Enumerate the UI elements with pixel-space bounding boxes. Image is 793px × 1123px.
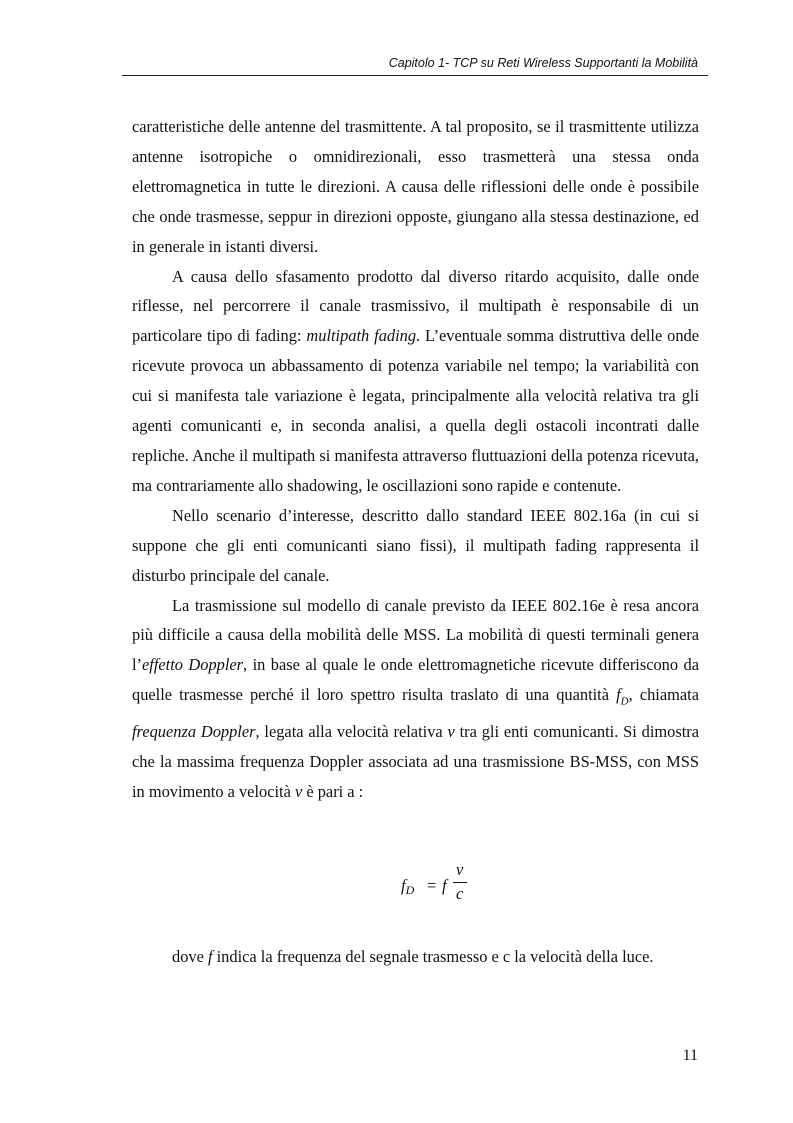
symbol-fd-subscript: D: [620, 695, 629, 708]
symbol-f: f: [207, 947, 213, 966]
running-header: Capitolo 1- TCP su Reti Wireless Supportanti la Mobilità: [388, 56, 698, 70]
paragraph-2: [132, 262, 699, 501]
formula-numerator: v: [456, 860, 464, 879]
explanation-text-b: indica la frequenza del segnale trasmesso e c la velocità della luce.: [212, 947, 654, 966]
paragraph-4-text-f: è pari a :: [302, 782, 364, 802]
symbol-fd: [616, 685, 629, 708]
page-number: 11: [682, 1047, 698, 1064]
formula-lhs: [401, 876, 414, 898]
paragraph-1: caratteristiche delle antenne del trasmittente. A tal proposito, se il trasmittente utilizza antenne isotropiche o omnidirezionali, esso trasmetterà una stessa onda elettromagnetica in tutte le direzioni. A causa delle riflessioni delle onde è possibile che onde trasmesse, seppur in direzioni opposte, giungano alla stessa destinazione, ed in generale in istanti diversi.: [132, 117, 699, 256]
formula-equals: =: [427, 876, 437, 895]
body-text: [132, 112, 699, 807]
paragraph-3: Nello scenario d’interesse, descritto dallo standard IEEE 802.16a (in cui si suppone che gli enti comunicanti siano fissi), il multipath fading rappresenta il disturbo principale del canale.: [132, 505, 699, 585]
header-divider: [122, 75, 708, 76]
symbol-v: v: [447, 722, 455, 742]
symbol-fd-base: f: [616, 685, 621, 705]
formula-factor: f: [442, 876, 447, 895]
paragraph-2-text-b: . L’eventuale somma distruttiva delle onde ricevute provoca un abbassamento di potenza variabile nel tempo; la variabilità con cui si manifesta tale variazione è legata, principalmente alla velocità relativa tra gli agenti comunicanti e, in seconda analisi, a quella degli ostacoli incontrati dalle repliche. Anche il multipath si manifesta attraverso fluttuazioni della potenza ricevuta, ma contrariamente allo shadowing, le oscillazioni sono rapide e contenute.: [132, 326, 699, 495]
paragraph-2-text-a: A causa dello sfasamento prodotto dal diverso ritardo acquisito, dalle onde riflesse, nel percorrere il canale trasmissivo, il multipath è responsabile di un particolare tipo di fading:: [132, 266, 699, 346]
paragraph-4-text-e: tra gli enti comunicanti. Si dimostra che la massima frequenza Doppler associata ad una trasmissione BS-MSS, con MSS in movimento a velocità: [132, 722, 699, 802]
symbol-v-2: v: [294, 782, 303, 802]
paragraph-4-text-c: , chiamata: [628, 685, 699, 705]
term-effetto-doppler: effetto Doppler: [142, 655, 244, 675]
formula-lhs-base: f: [401, 876, 406, 895]
explanation-text-a: dove: [172, 947, 208, 966]
paragraph-4: [132, 591, 699, 808]
formula-fraction-bar: [453, 882, 467, 883]
formula-lhs-subscript: D: [405, 883, 415, 897]
term-frequenza-doppler: frequenza Doppler: [132, 722, 256, 742]
term-multipath-fading: multipath fading: [306, 326, 417, 346]
formula-denominator: c: [456, 884, 464, 903]
formula-explanation: [172, 942, 732, 972]
doppler-formula: [0, 860, 793, 908]
paragraph-4-text-b: , in base al quale le onde elettromagnetiche ricevute differiscono da quelle trasmesse perché il loro spettro risulta traslato di una quantità: [132, 655, 699, 705]
paragraph-4-text-a: La trasmissione sul modello di canale previsto da IEEE 802.16e è resa ancora più difficile a causa della mobilità delle MSS. La mobilità di questi terminali genera l’: [132, 595, 699, 675]
paragraph-4-text-d: , legata alla velocità relativa: [255, 722, 448, 742]
